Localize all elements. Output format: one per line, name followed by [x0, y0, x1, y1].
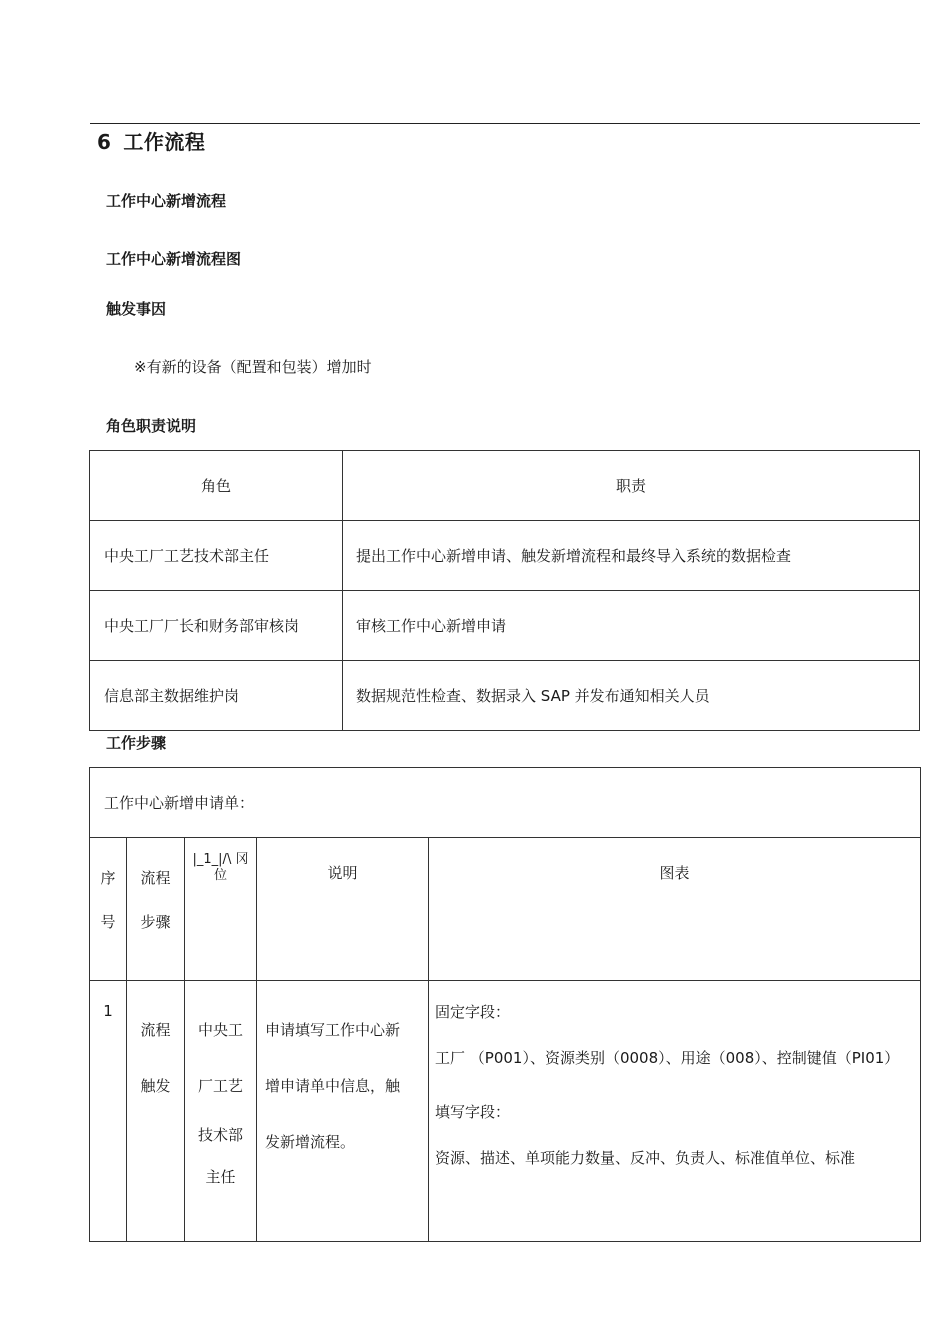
role-cell: 信息部主数据维护岗 [90, 661, 343, 731]
table-row [90, 661, 920, 731]
header-chart: 图表 [429, 838, 921, 981]
step-line2: 触发 [140, 1077, 171, 1095]
duty-cell: 提出工作中心新增申请、触发新增流程和最终导入系统的数据检查 [343, 521, 920, 591]
table-row [90, 521, 920, 591]
role-cell: 中央工厂厂长和财务部审核岗 [90, 591, 343, 661]
position-line3: 技术部 [197, 1126, 243, 1144]
desc-line1: 申请填写工作中心新 [265, 1021, 401, 1039]
steps-title-row [90, 768, 921, 838]
steps-table [89, 767, 921, 1242]
table-header-row [90, 838, 921, 981]
chapter-title: 工作流程 [123, 130, 206, 154]
table-row [90, 591, 920, 661]
header-position [185, 838, 257, 981]
section-heading-steps: 工作步骤 [106, 734, 167, 752]
header-desc: 说明 [257, 838, 429, 981]
trigger-text: ※有新的设备（配置和包装）增加时 [134, 358, 372, 376]
chapter-rule [90, 123, 920, 124]
position-line1: 中央工 [197, 1021, 243, 1039]
header-position-garbled: |_1_|/\ 冈 [192, 852, 249, 867]
roles-table [89, 450, 920, 731]
fixed-fields-value: 工厂 （P001）、资源类别（0008）、用途（008）、控制键值（PI01） [435, 1049, 900, 1067]
position-line2: 厂工艺 [197, 1077, 243, 1095]
section-heading-roles: 角色职责说明 [106, 417, 197, 435]
fixed-fields-label: 固定字段： [435, 1003, 511, 1021]
desc-cell [257, 981, 429, 1242]
duty-cell: 审核工作中心新增申请 [343, 591, 920, 661]
header-seq [90, 838, 127, 981]
header-seq-line1: 序 [100, 869, 116, 887]
fill-fields-label: 填写字段： [435, 1103, 511, 1121]
position-line4: 主任 [205, 1168, 236, 1186]
header-step-line1: 流程 [140, 869, 171, 887]
chapter-heading [97, 126, 205, 155]
step-cell [127, 981, 185, 1242]
section-heading-trigger: 触发事因 [106, 300, 167, 318]
desc-line3: 发新增流程。 [265, 1133, 356, 1151]
header-role: 角色 [90, 451, 343, 521]
header-step-line2: 步骤 [140, 913, 171, 931]
table-row [90, 981, 921, 1242]
desc-line2: 增申请单中信息，触 [265, 1077, 401, 1095]
table-header-row [90, 451, 920, 521]
header-step [127, 838, 185, 981]
duty-cell: 数据规范性检查、数据录入 SAP 并发布通知相关人员 [343, 661, 920, 731]
section-heading-add-flow: 工作中心新增流程 [106, 192, 227, 210]
header-position-line2: 位 [213, 868, 227, 883]
step-line1: 流程 [140, 1021, 171, 1039]
section-heading-flow-chart: 工作中心新增流程图 [106, 250, 242, 268]
steps-title: 工作中心新增申请单： [90, 768, 921, 838]
fill-fields-value: 资源、描述、单项能力数量、反冲、负责人、标准值单位、标准 [435, 1149, 856, 1167]
role-cell: 中央工厂工艺技术部主任 [90, 521, 343, 591]
chart-cell [429, 981, 921, 1242]
position-cell [185, 981, 257, 1242]
seq-cell: 1 [90, 981, 127, 1242]
header-duty: 职责 [343, 451, 920, 521]
header-seq-line2: 号 [100, 913, 116, 931]
chapter-number: 6 [97, 130, 112, 154]
